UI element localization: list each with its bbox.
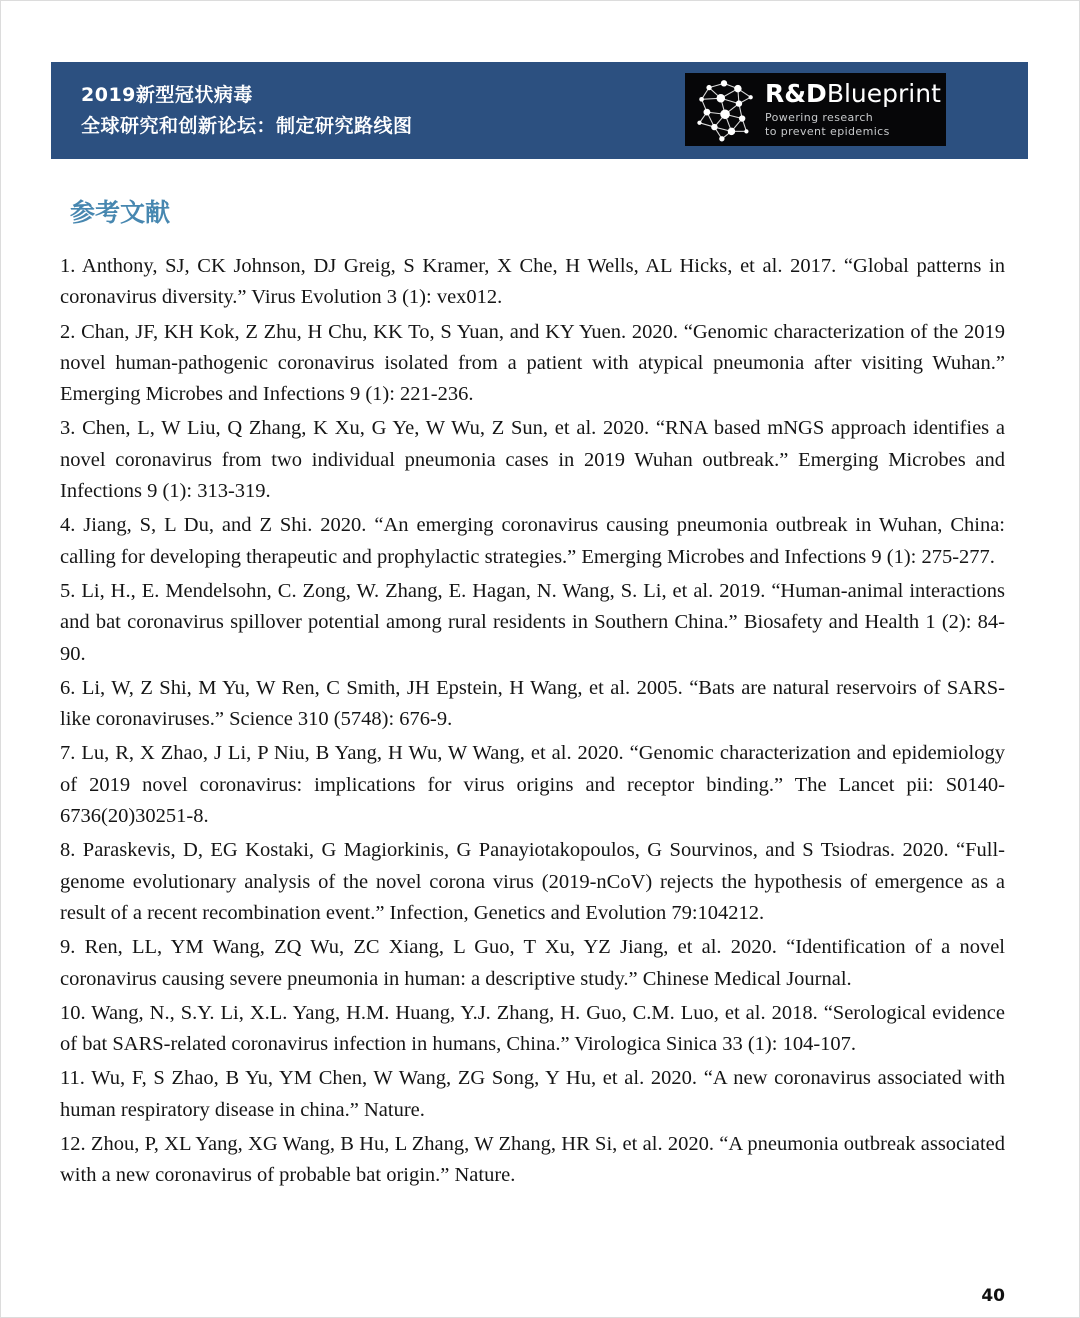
page-number: 40: [981, 1286, 1005, 1306]
logo-wordmark: [765, 78, 941, 108]
banner-titles: [81, 80, 413, 142]
section-heading: 参考文献: [70, 198, 171, 227]
reference-item: 4. Jiang, S, L Du, and Z Shi. 2020. “An emerging coronavirus causing pneumonia outbreak in Wuhan, China: calling for developing therapeutic and prophylactic strategies.” Emerging Microbes and Infections 9 (1): 275-277.: [60, 514, 1005, 568]
logo-tagline-line2: to prevent epidemics: [765, 124, 890, 138]
reference-item: 2. Chan, JF, KH Kok, Z Zhu, H Chu, KK To, S Yuan, and KY Yuen. 2020. “Genomic characterization of the 2019 novel human-pathogenic coronavirus isolated from a patient with atypical pneumonia after visiting Wuhan.” Emerging Microbes and Infections 9 (1): 221-236.: [60, 320, 1005, 406]
reference-item: 1. Anthony, SJ, CK Johnson, DJ Greig, S Kramer, X Che, H Wells, AL Hicks, et al. 2017. “Global patterns in coronavirus diversity.” Virus Evolution 3 (1): vex012.: [60, 255, 1005, 309]
banner-title-line1: 2019新型冠状病毒: [81, 84, 253, 106]
header-banner: [51, 62, 1028, 159]
reference-item: 6. Li, W, Z Shi, M Yu, W Ren, C Smith, JH Epstein, H Wang, et al. 2005. “Bats are natural reservoirs of SARS-like coronaviruses.” Science 310 (5748): 676-9.: [60, 676, 1005, 731]
reference-item: 10. Wang, N., S.Y. Li, X.L. Yang, H.M. Huang, Y.J. Zhang, H. Guo, C.M. Luo, et al. 2018. “Serological evidence of bat SARS-related coronavirus infection in humans, China.” Virologica Sinica 33 (1): 104-107.: [60, 1001, 1005, 1056]
reference-item: 11. Wu, F, S Zhao, B Yu, YM Chen, W Wang, ZG Song, Y Hu, et al. 2020. “A new coronavirus associated with human respiratory disease in china.” Nature.: [60, 1067, 1005, 1121]
logo-tagline-line1: Powering research: [765, 110, 874, 124]
rd-blueprint-logo: [685, 73, 946, 146]
logo-tagline: [765, 111, 941, 139]
logo-wordmark-bold: R&D: [765, 78, 827, 108]
reference-item: 12. Zhou, P, XL Yang, XG Wang, B Hu, L Zhang, W Zhang, HR Si, et al. 2020. “A pneumonia outbreak associated with a new coronavirus of probable bat origin.” Nature.: [60, 1133, 1005, 1187]
reference-item: 3. Chen, L, W Liu, Q Zhang, K Xu, G Ye, W Wu, Z Sun, et al. 2020. “RNA based mNGS approach identifies a novel coronavirus from two individual pneumonia cases in 2019 Wuhan outbreak.” Emerging Microbes and Infections 9 (1): 313-319.: [60, 417, 1005, 503]
reference-item: 9. Ren, LL, YM Wang, ZQ Wu, ZC Xiang, L Guo, T Xu, YZ Jiang, et al. 2020. “Identification of a novel coronavirus causing severe pneumonia in human: a descriptive study.” Chinese Medical Journal.: [60, 936, 1005, 990]
banner-title-line2: 全球研究和创新论坛：制定研究路线图: [81, 115, 413, 137]
references-list: [60, 251, 1005, 1195]
logo-wordmark-regular: Blueprint: [826, 78, 941, 108]
reference-item: 7. Lu, R, X Zhao, J Li, P Niu, B Yang, H Wu, W Wang, et al. 2020. “Genomic characterization and epidemiology of 2019 novel coronavirus: implications for virus origins and receptor binding.” The Lancet pii: S0140-6736(20)30251-8.: [60, 742, 1005, 828]
reference-item: 5. Li, H., E. Mendelsohn, C. Zong, W. Zhang, E. Hagan, N. Wang, S. Li, et al. 2019. “Human-animal interactions and bat coronavirus spillover potential among rural residents in Southern China.” Biosafety and Health 1 (2): 84-90.: [60, 579, 1005, 665]
logo-text: [759, 78, 941, 139]
reference-item: 8. Paraskevis, D, EG Kostaki, G Magiorkinis, G Panayiotakopoulos, G Sourvinos, and S Tsiodras. 2020. “Full-genome evolutionary analysis of the novel corona virus (2019-nCoV) rejects the hypothesis of emergence as a result of a recent recombination event.” Infection, Genetics and Evolution 79:104212.: [60, 839, 1005, 924]
network-globe-icon: [689, 76, 759, 143]
